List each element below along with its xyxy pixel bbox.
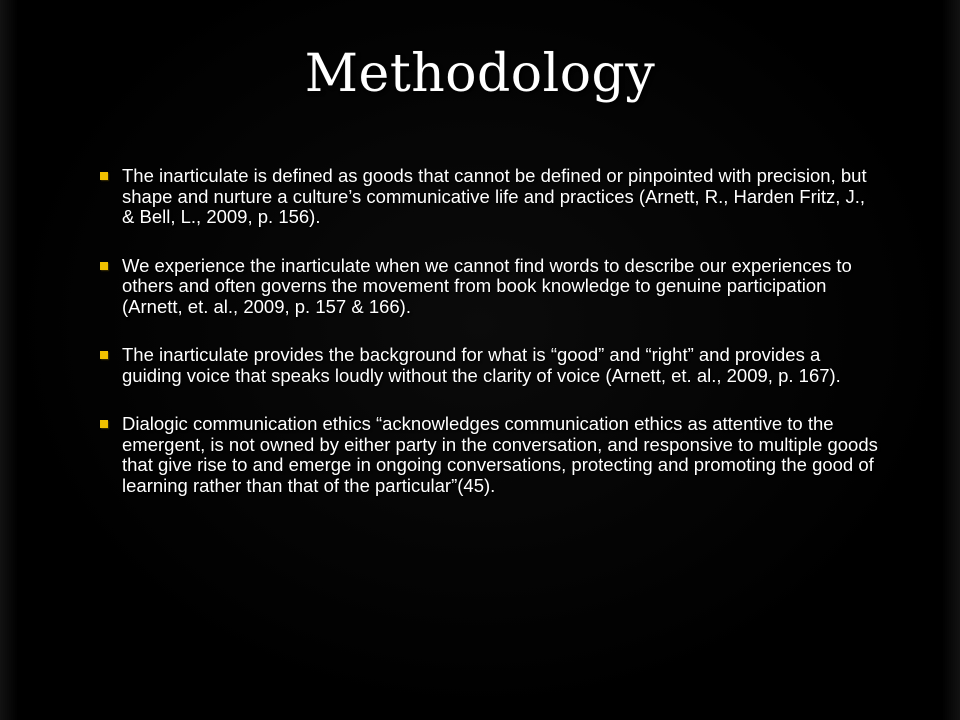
slide-left-edge <box>0 0 18 720</box>
bullet-text: Dialogic communication ethics “acknowledges communication ethics as attentive to the emergent, is not owned by either party in the conversation, and responsive to multiple goods that give rise to and emerge in ongoing conversations, protecting and promoting the good of learning rather than that of the particular”(45). <box>122 413 878 496</box>
square-bullet-icon <box>100 351 108 359</box>
bullet-list <box>100 166 880 524</box>
square-bullet-icon <box>100 172 108 180</box>
bullet-item <box>100 256 880 318</box>
bullet-item <box>100 414 880 496</box>
bullet-text: We experience the inarticulate when we cannot find words to describe our experiences to others and often governs the movement from book knowledge to genuine participation (Arnett, et. al., 2009, p. 157 & 166). <box>122 254 852 317</box>
bullet-item <box>100 166 880 228</box>
bullet-text: The inarticulate provides the background for what is “good” and “right” and provides a guiding voice that speaks loudly without the clarity of voice (Arnett, et. al., 2009, p. 167). <box>122 344 841 386</box>
square-bullet-icon <box>100 262 108 270</box>
bullet-item <box>100 345 880 386</box>
slide-right-edge <box>942 0 960 720</box>
slide-title: Methodology <box>304 44 656 104</box>
bullet-text: The inarticulate is defined as goods that cannot be defined or pinpointed with precision, but shape and nurture a culture’s communicative life and practices (Arnett, R., Harden Fritz, J., & Bell, L., 2009, p. 156). <box>122 165 867 227</box>
square-bullet-icon <box>100 420 108 428</box>
